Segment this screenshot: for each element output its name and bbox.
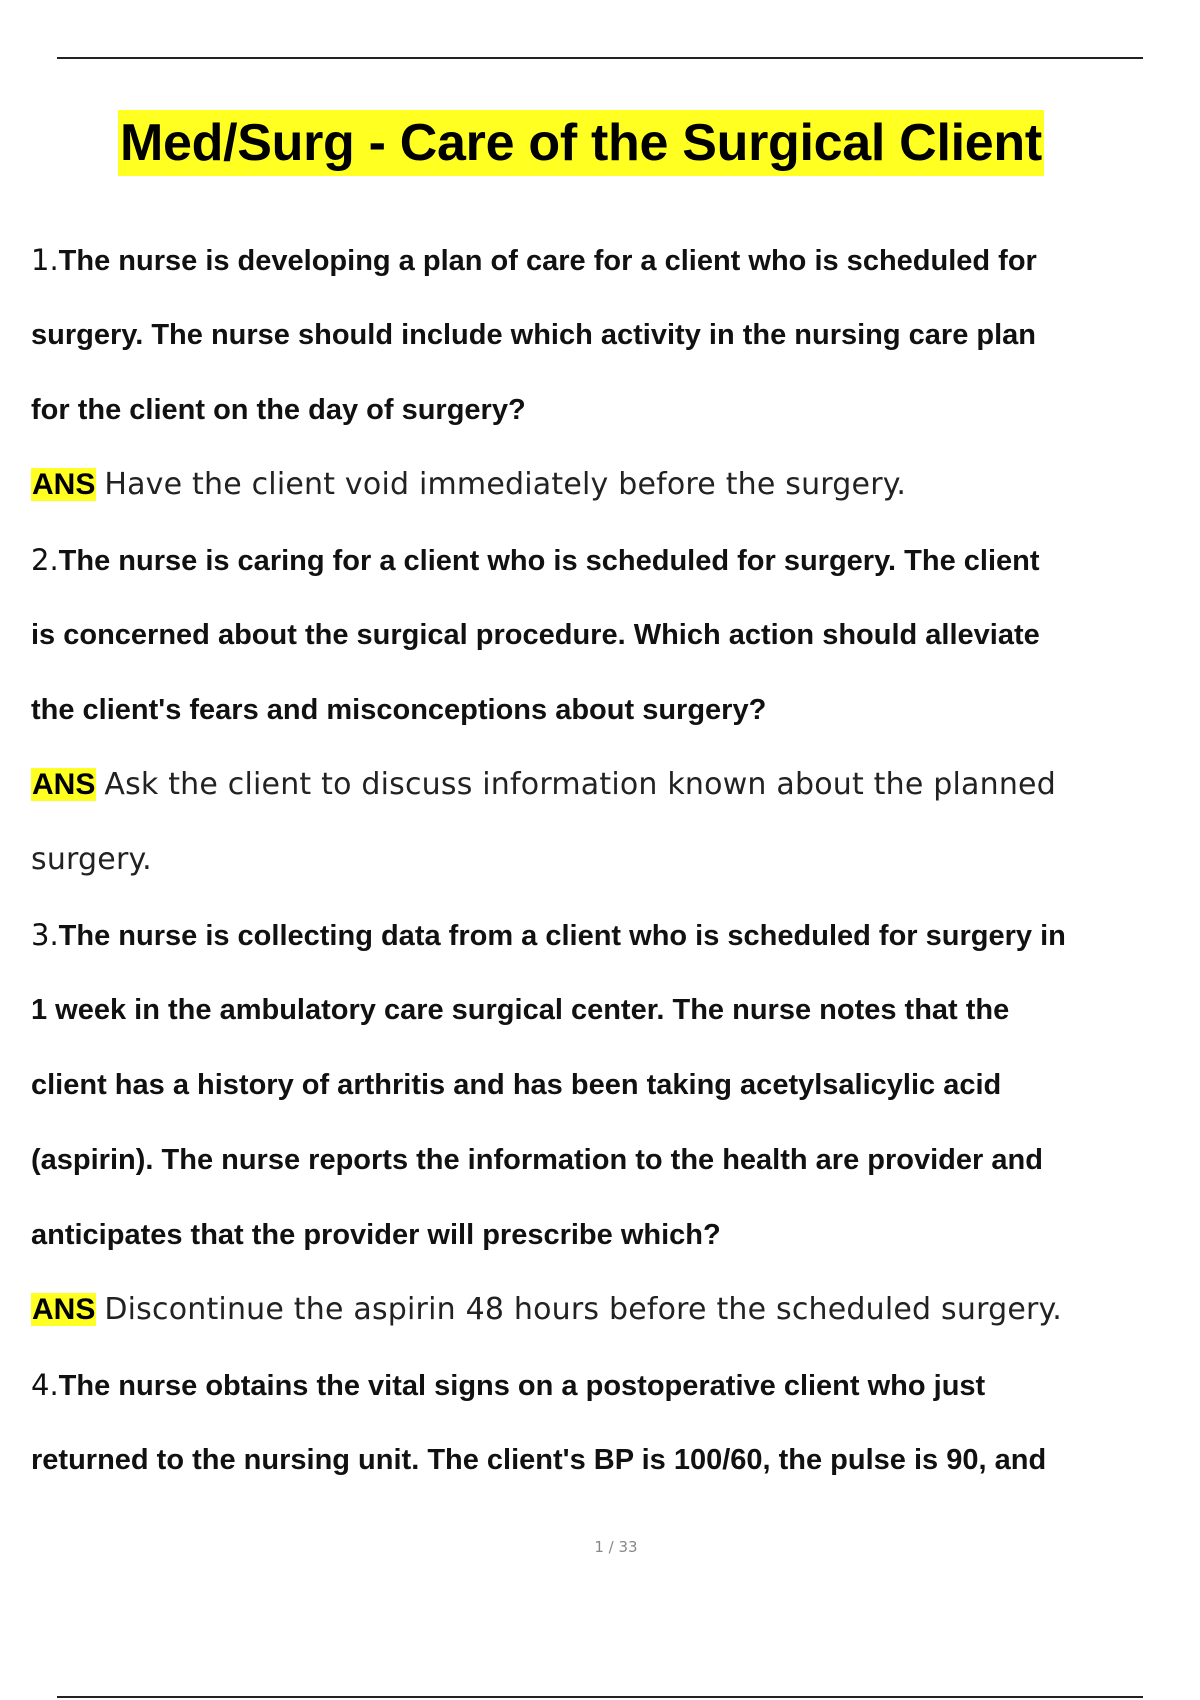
question-text: The nurse is caring for a client who is scheduled for surgery. The client [58,545,1040,577]
question-2-line-2: is concerned about the surgical procedure. Which action should alleviate [31,619,1040,651]
question-4-line-2: returned to the nursing unit. The client's BP is 100/60, the pulse is 90, and [31,1444,1047,1476]
question-3-line-2: 1 week in the ambulatory care surgical center. The nurse notes that the [31,994,1010,1026]
answer-3 [31,1286,1181,1361]
question-2-line-3: the client's fears and misconceptions about surgery? [31,694,767,726]
question-text: The nurse obtains the vital signs on a postoperative client who just [58,1370,986,1402]
question-3-line-4: (aspirin). The nurse reports the information to the health are provider and [31,1144,1043,1176]
answer-2-continuation: surgery. [31,842,152,877]
question-2-line-1 [31,536,1181,611]
question-number: 3. [31,918,59,952]
question-1-line-1 [31,236,1181,311]
answer-2 [31,761,1181,836]
bottom-rule [57,1696,1143,1698]
question-number: 2. [31,543,59,577]
page-indicator: 1 / 33 [594,1538,638,1556]
answer-label: ANS [32,1293,96,1326]
answer-1 [31,461,1181,536]
question-1-line-2: surgery. The nurse should include which activity in the nursing care plan [31,319,1037,351]
answer-text: Discontinue the aspirin 48 hours before the scheduled surgery. [104,1292,1062,1327]
answer-label: ANS [32,768,96,801]
document-body [31,236,1181,1511]
question-4-line-1 [31,1361,1181,1436]
question-text: The nurse is collecting data from a client who is scheduled for surgery in [58,920,1066,952]
question-3-line-3: client has a history of arthritis and has been taking acetylsalicylic acid [31,1069,1002,1101]
question-3-line-1 [31,911,1181,986]
answer-text: Have the client void immediately before the surgery. [104,467,907,502]
question-number: 1. [31,243,59,277]
answer-text: Ask the client to discuss information known about the planned [104,767,1056,802]
question-number: 4. [31,1368,59,1402]
document-title: Med/Surg - Care of the Surgical Client [118,110,1044,176]
question-1-line-3: for the client on the day of surgery? [31,394,526,426]
question-3-line-5: anticipates that the provider will prescribe which? [31,1219,721,1251]
question-text: The nurse is developing a plan of care for a client who is scheduled for [58,245,1037,277]
top-rule [57,57,1143,59]
answer-label: ANS [32,468,96,501]
